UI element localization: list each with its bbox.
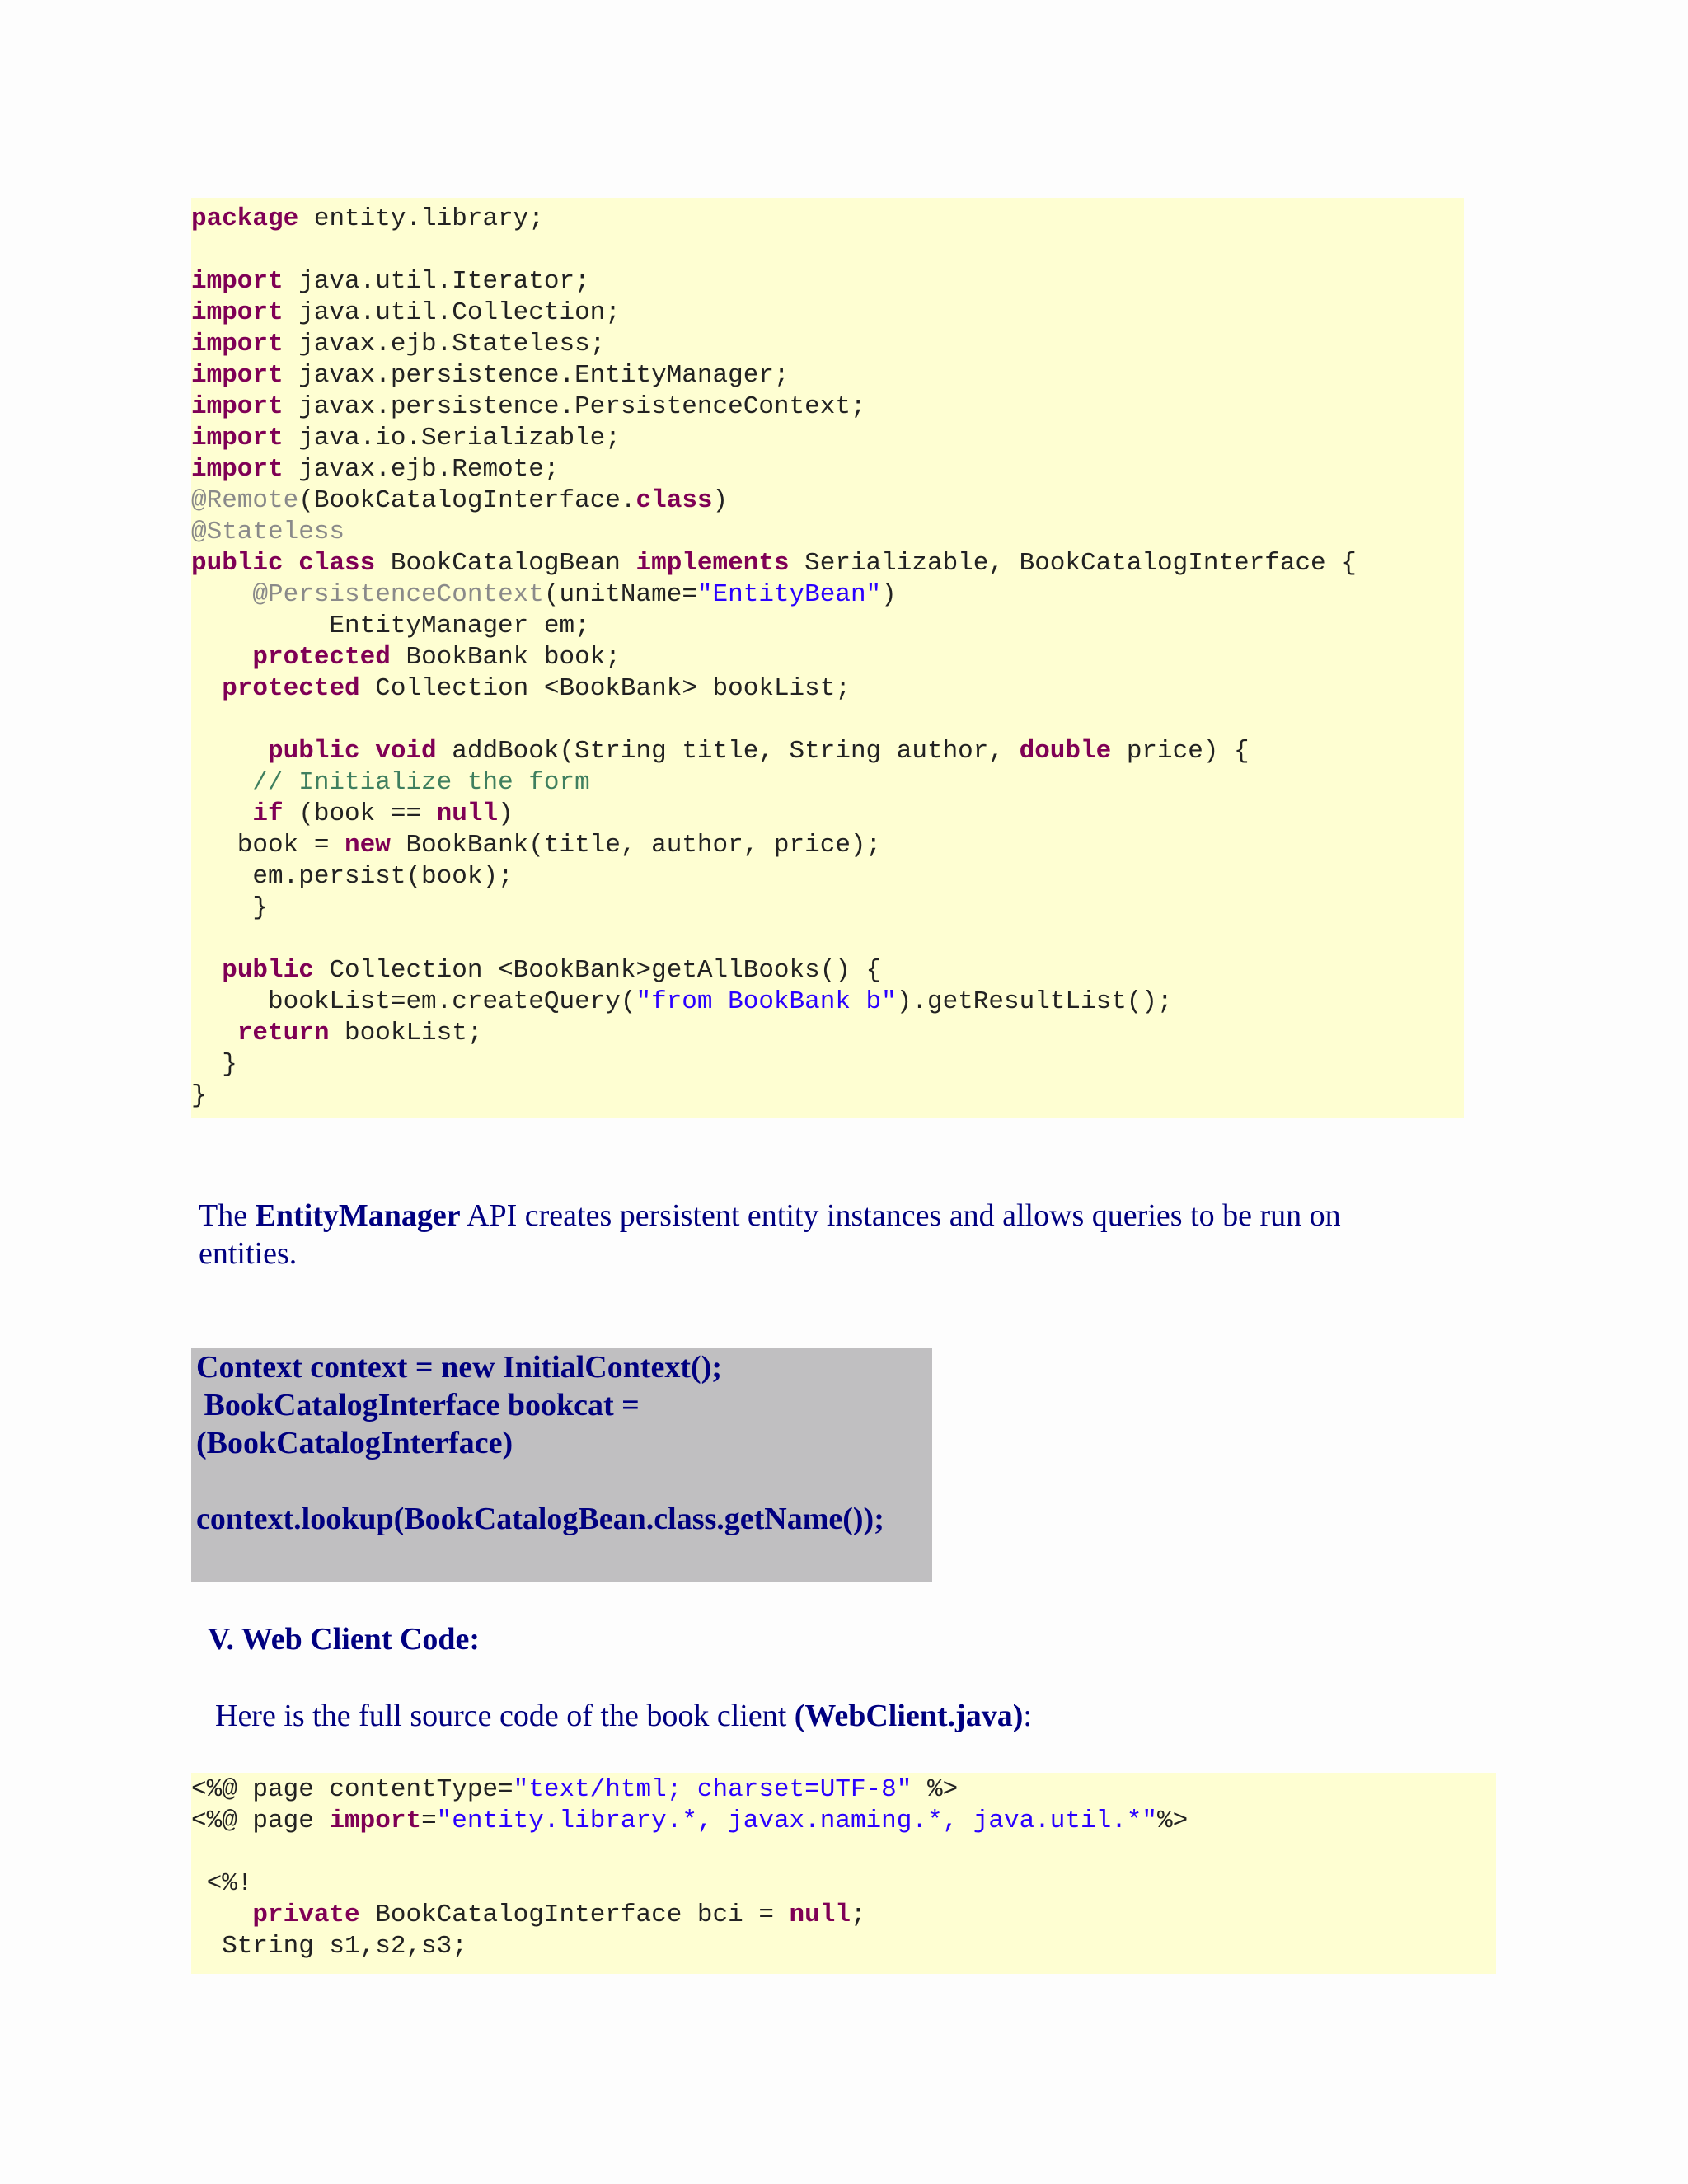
paragraph-bold-term: EntityManager xyxy=(255,1198,461,1233)
code-line xyxy=(191,329,605,360)
code-token: <%@ page xyxy=(191,1807,330,1835)
code-token: "EntityBean" xyxy=(696,580,882,609)
code-token: import xyxy=(191,267,284,296)
code-token xyxy=(191,799,252,828)
code-token: entity.library; xyxy=(298,204,544,233)
code-token: java.util.Collection; xyxy=(283,298,621,327)
code-token: BookCatalogBean xyxy=(375,549,636,578)
code-line xyxy=(191,1049,237,1080)
code-token: "entity.library.*, javax.naming.*, java.util.*" xyxy=(436,1807,1158,1835)
code-token: if xyxy=(252,799,284,828)
code-token: void xyxy=(375,737,437,766)
code-token: ) xyxy=(498,799,513,828)
code-token xyxy=(191,1019,237,1047)
code-token xyxy=(191,956,222,985)
code-token: javax.ejb.Remote; xyxy=(283,455,560,484)
code-token: ).getResultList(); xyxy=(896,987,1173,1016)
code-token: javax.ejb.Stateless; xyxy=(283,330,606,359)
code-token: BookCatalogInterface bci = xyxy=(359,1900,790,1929)
code-token: private xyxy=(252,1900,360,1929)
code-token: bookList; xyxy=(329,1019,483,1047)
code-token: "from BookBank b" xyxy=(635,987,897,1016)
code-token: null xyxy=(789,1900,851,1929)
code-token: @Remote xyxy=(191,486,299,515)
code-token: } xyxy=(191,893,269,922)
paragraph-text-after: : xyxy=(1023,1699,1032,1733)
code-token: addBook(String title, String author, xyxy=(436,737,1020,766)
code-line xyxy=(191,579,897,611)
code-line xyxy=(191,266,590,298)
code-line xyxy=(191,1806,1188,1837)
code-line xyxy=(191,298,621,329)
code-token: java.util.Iterator; xyxy=(283,267,590,296)
code-line xyxy=(191,861,513,893)
code-block-web-client-jsp xyxy=(191,1773,1496,1974)
code-token: import xyxy=(191,330,284,359)
code-token: class xyxy=(298,549,376,578)
code-line xyxy=(191,1018,482,1049)
code-token: import xyxy=(191,424,284,452)
code-line xyxy=(191,204,544,235)
code-line xyxy=(191,391,866,423)
code-token xyxy=(191,674,222,703)
code-token: } xyxy=(191,1050,237,1079)
code-token xyxy=(191,643,252,672)
code-token: Collection <BookBank>getAllBooks() { xyxy=(313,956,882,985)
code-token: (unitName= xyxy=(543,580,697,609)
code-token: import xyxy=(191,455,284,484)
code-token: public xyxy=(268,737,360,766)
code-token: public xyxy=(222,956,314,985)
code-token: ) xyxy=(712,486,729,515)
code-token: import xyxy=(329,1807,422,1835)
code-line xyxy=(191,1900,866,1931)
code-token: ; xyxy=(850,1900,866,1929)
code-token xyxy=(360,737,376,766)
code-token: BookBank book; xyxy=(390,643,621,672)
paragraph-text-before: Here is the full source code of the book client xyxy=(215,1699,795,1733)
code-token xyxy=(284,549,299,578)
code-token: em.persist(book); xyxy=(191,862,513,891)
code-line xyxy=(191,799,513,830)
code-token: // Initialize the form xyxy=(252,768,590,797)
code-token: return xyxy=(237,1019,330,1047)
code-line xyxy=(191,611,590,642)
code-token: import xyxy=(191,392,284,421)
code-line xyxy=(191,987,1173,1018)
code-line xyxy=(191,893,268,924)
code-token: protected xyxy=(222,674,360,703)
code-token: <%@ page contentType= xyxy=(191,1775,513,1804)
code-token: @PersistenceContext xyxy=(252,580,544,609)
code-token: double xyxy=(1019,737,1112,766)
code-line xyxy=(191,517,345,548)
code-token: = xyxy=(421,1807,437,1835)
code-line xyxy=(191,1774,958,1806)
lookup-code-line: context.lookup(BookCatalogBean.class.getName()); xyxy=(196,1502,884,1536)
code-line xyxy=(191,642,621,673)
code-token: %> xyxy=(1157,1807,1189,1835)
code-line xyxy=(191,485,728,517)
code-block-book-catalog-bean xyxy=(191,198,1464,1118)
code-line xyxy=(191,454,559,485)
code-token: @Stateless xyxy=(191,518,345,546)
code-token: bookList=em.createQuery( xyxy=(191,987,636,1016)
code-token: price) { xyxy=(1111,737,1250,766)
code-token xyxy=(191,580,252,609)
code-line xyxy=(191,736,1250,767)
code-token: ) xyxy=(881,580,897,609)
lookup-code-line: (BookCatalogInterface) xyxy=(196,1426,513,1460)
code-token xyxy=(191,768,252,797)
code-token: import xyxy=(191,298,284,327)
code-line xyxy=(191,548,1357,579)
code-token: } xyxy=(191,1081,207,1110)
entity-manager-paragraph xyxy=(199,1197,1435,1272)
code-token: javax.persistence.EntityManager; xyxy=(283,361,790,390)
code-token xyxy=(191,737,268,766)
code-token: package xyxy=(191,204,299,233)
code-line xyxy=(191,1868,252,1900)
paragraph-text-after: API creates persistent entity instances and allows queries to be run on entities. xyxy=(199,1198,1341,1271)
code-token: Collection <BookBank> bookList; xyxy=(359,674,851,703)
code-token: implements xyxy=(635,549,790,578)
code-token: BookBank(title, author, price); xyxy=(390,831,882,860)
paragraph-text-before: The xyxy=(199,1198,256,1233)
code-token: null xyxy=(436,799,499,828)
code-line xyxy=(191,423,621,454)
code-token: (book == xyxy=(283,799,437,828)
lookup-code-line: BookCatalogInterface bookcat = xyxy=(196,1388,640,1422)
code-token: java.io.Serializable; xyxy=(283,424,621,452)
code-token: new xyxy=(345,831,391,860)
code-line xyxy=(191,1931,467,1962)
code-line xyxy=(191,955,881,987)
paragraph-bold-filename: (WebClient.java) xyxy=(794,1699,1024,1733)
code-token: (BookCatalogInterface. xyxy=(298,486,636,515)
code-token: EntityManager em; xyxy=(191,612,590,640)
code-line xyxy=(191,1080,207,1112)
code-line xyxy=(191,830,881,861)
code-token: String s1,s2,s3; xyxy=(191,1932,467,1961)
code-token: javax.persistence.PersistenceContext; xyxy=(283,392,866,421)
section-heading: V. Web Client Code: xyxy=(208,1622,481,1657)
code-token: book = xyxy=(191,831,345,860)
lookup-code-box xyxy=(191,1348,932,1582)
code-token: "text/html; charset=UTF-8" xyxy=(513,1775,912,1804)
code-token: import xyxy=(191,361,284,390)
code-token: protected xyxy=(252,643,391,672)
web-client-intro-paragraph xyxy=(215,1697,1032,1735)
code-token xyxy=(191,1900,252,1929)
code-token: %> xyxy=(912,1775,959,1804)
code-token: <%! xyxy=(191,1869,253,1898)
code-token: public xyxy=(191,549,284,578)
code-line xyxy=(191,673,851,705)
lookup-code-line: Context context = new InitialContext(); xyxy=(196,1350,722,1385)
code-token: Serializable, BookCatalogInterface { xyxy=(789,549,1357,578)
code-line xyxy=(191,360,790,391)
code-token: class xyxy=(635,486,713,515)
code-line xyxy=(191,767,590,799)
